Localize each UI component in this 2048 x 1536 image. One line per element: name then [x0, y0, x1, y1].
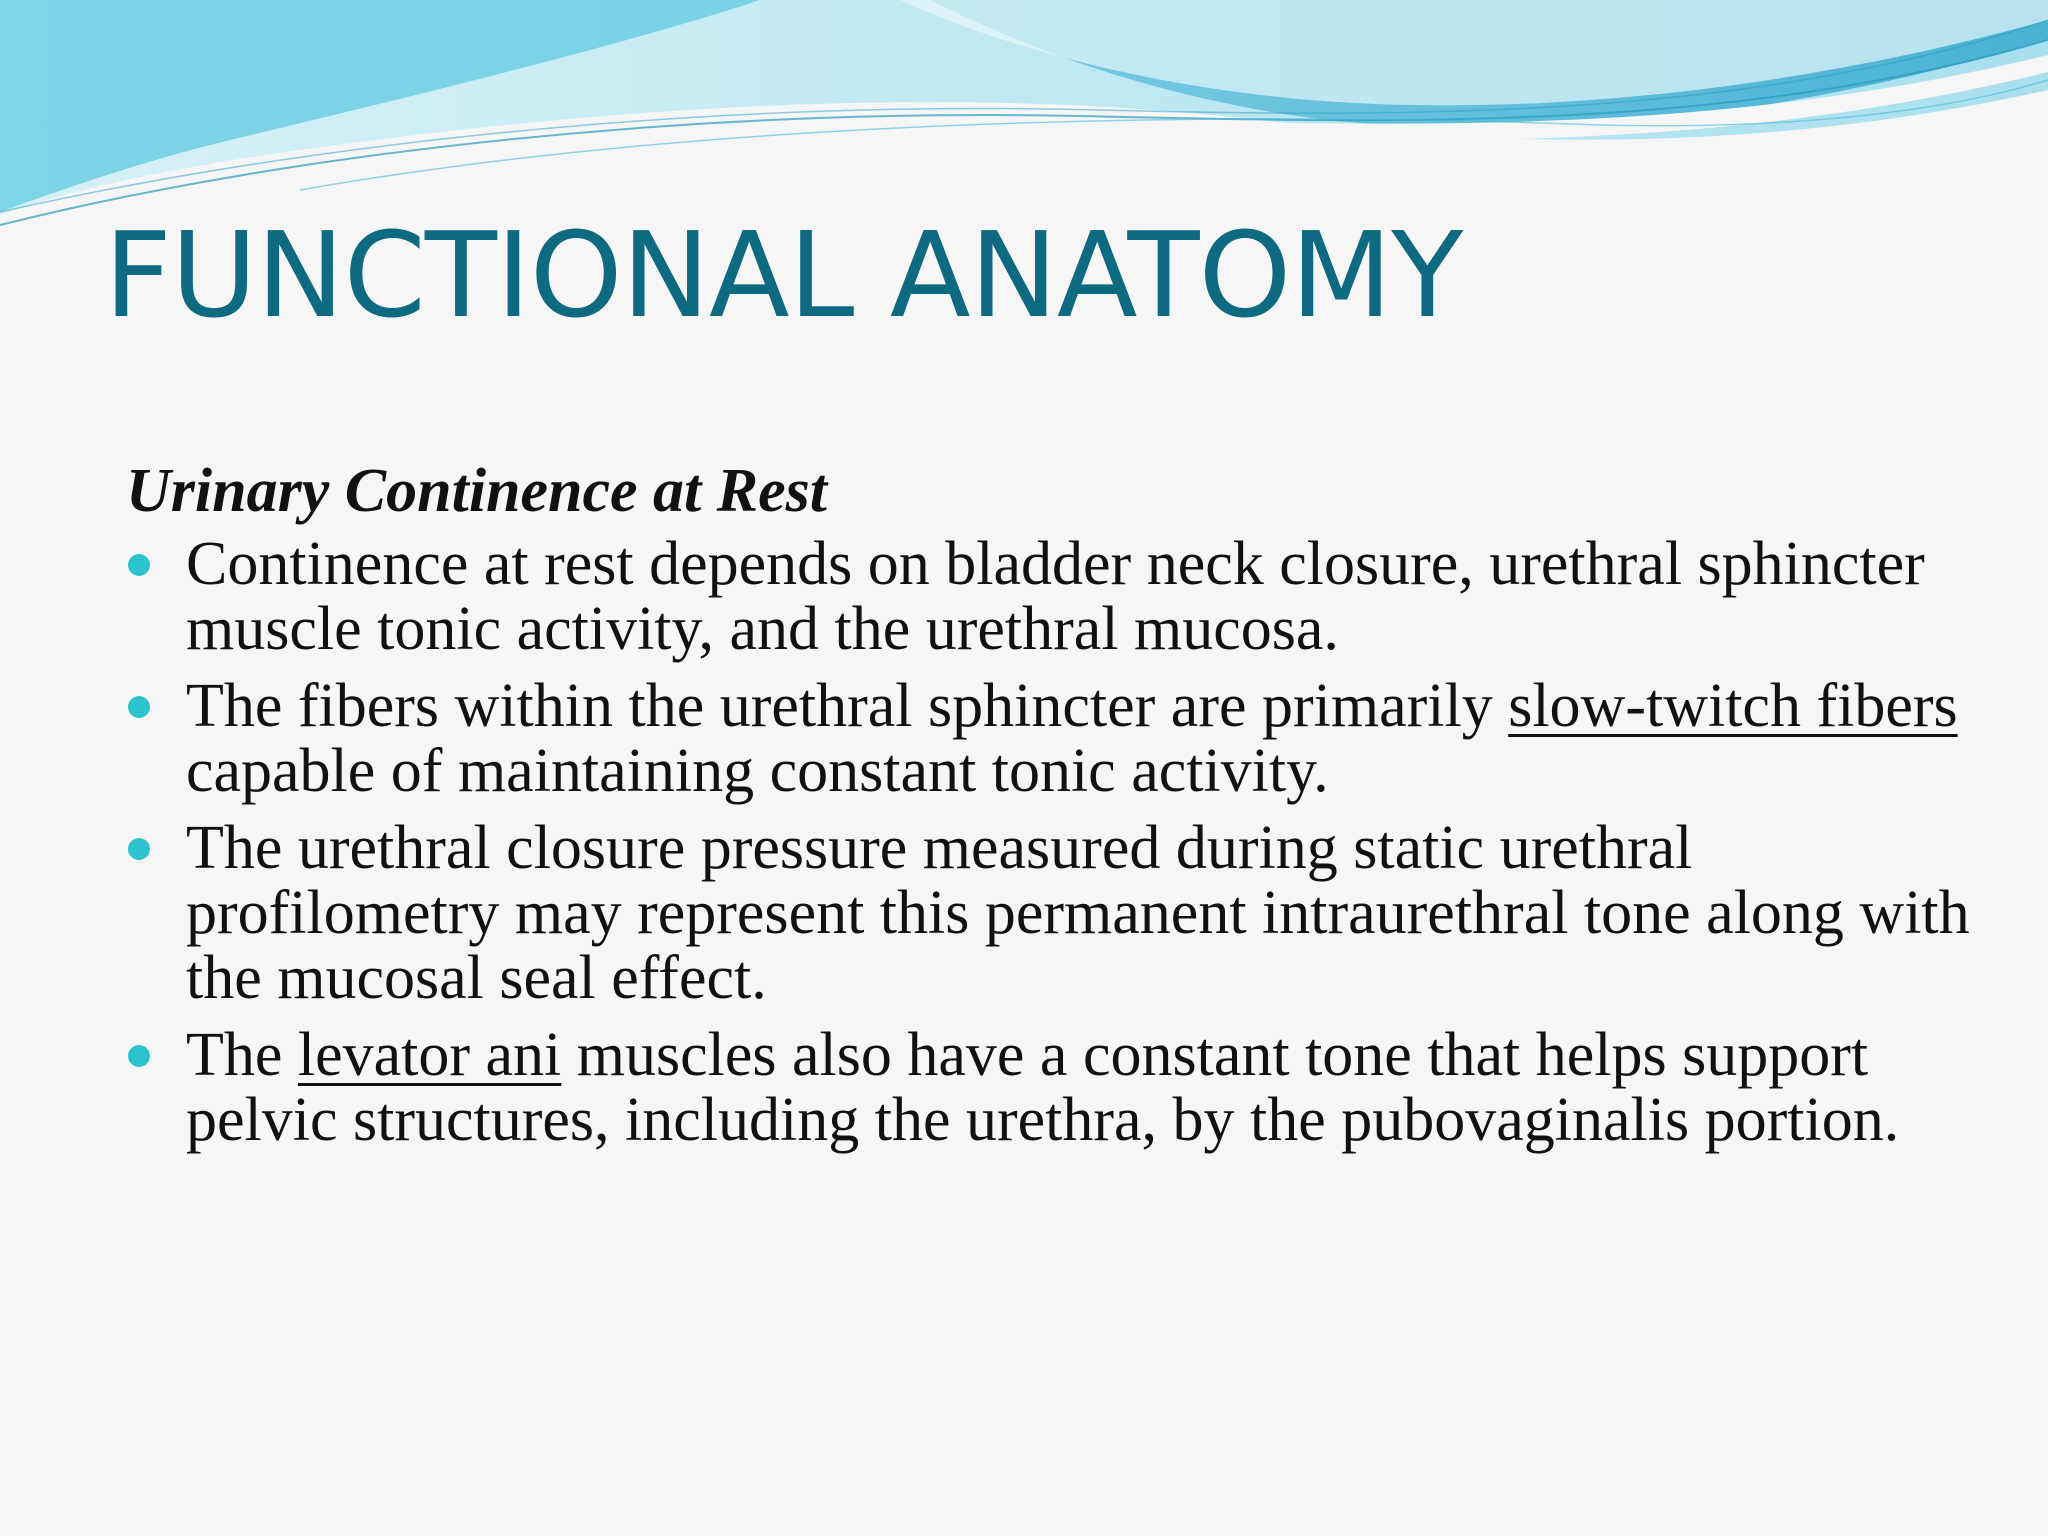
bullet-item [126, 1023, 2006, 1153]
slide-title: FUNCTIONAL ANATOMY [104, 206, 1463, 344]
section-subheading: Urinary Continence at Rest [126, 457, 828, 525]
bullet-dot-icon [128, 696, 150, 718]
underlined-term: slow-twitch fibers [1508, 672, 1958, 740]
bullet-dot-icon [128, 838, 150, 860]
bullet-text: The fibers within the urethral sphincter are primarily [186, 672, 1509, 740]
bullet-list [126, 532, 2006, 1153]
underlined-term: levator ani [297, 1021, 562, 1089]
bullet-dot-icon [128, 554, 150, 576]
bullet-item [126, 816, 2006, 1011]
bullet-item [126, 532, 2006, 662]
bullet-text: The urethral closure pressure measured during static urethral profilometry may represent this permanent intraurethral tone along with the mucosal seal effect. [186, 814, 1970, 1012]
bullet-text: Continence at rest depends on bladder neck closure, urethral sphincter muscle tonic activity, and the urethral mucosa. [186, 530, 1925, 663]
bullet-text: capable of maintaining constant tonic activity. [186, 737, 1329, 805]
bullet-item [126, 674, 2006, 804]
slide-content [126, 456, 2006, 1165]
bullet-dot-icon [128, 1045, 150, 1067]
decorative-wave-header [0, 0, 2048, 240]
bullet-text: The [186, 1021, 298, 1089]
bullet-text: muscles also have a constant tone that helps support pelvic structures, including the urethra, by the pubovaginalis portion. [186, 1021, 1900, 1154]
